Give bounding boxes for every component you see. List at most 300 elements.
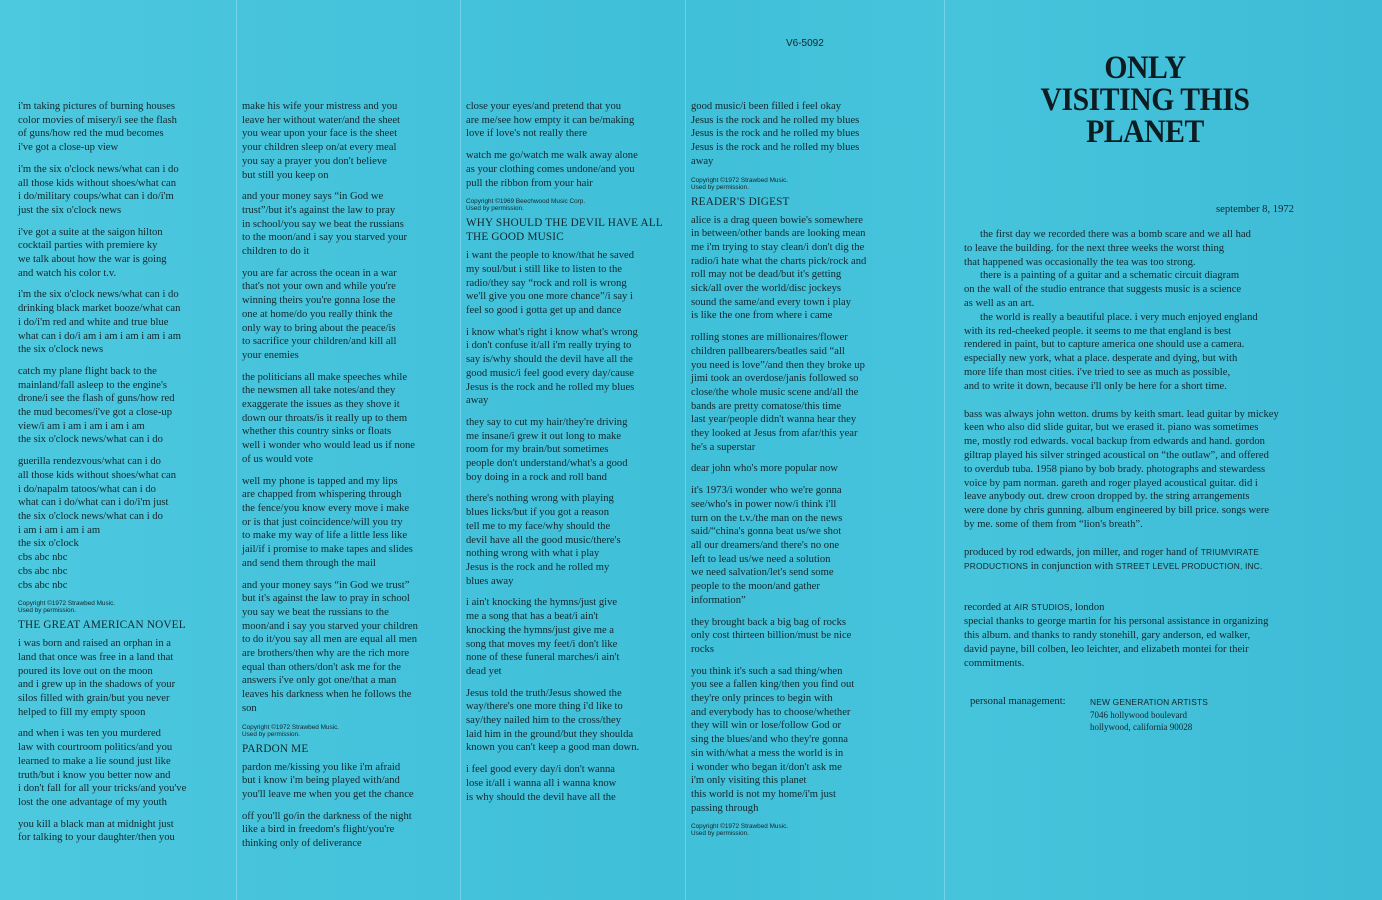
lyrics-column-1 <box>18 100 186 853</box>
text-line: there's nothing wrong with playing <box>466 493 614 505</box>
text-line: and everybody has to choose/whether <box>691 706 851 718</box>
text-line: well i wonder who would lead us if none <box>242 440 415 452</box>
text-line: all those kids without shoes/what can <box>18 469 177 481</box>
copyright-notice <box>691 177 866 191</box>
text-line: left to lead us/we need a solution <box>691 553 831 565</box>
text-line: they say to cut my hair/they're driving <box>466 416 628 428</box>
lyric-stanza <box>691 462 866 476</box>
text-line: silos filled with grain/but you never <box>18 693 170 705</box>
text-line: it's 1973/i wonder who we're gonna <box>691 485 842 497</box>
notes-text: with its red-cheeked people. it seems to me that england is best <box>964 325 1232 337</box>
notes-line <box>964 325 1279 339</box>
text-line: the six o'clock <box>18 538 79 550</box>
text-line: rolling stones are millionaires/flower <box>691 332 848 344</box>
text-line: only way to bring about the peace/is <box>242 322 396 334</box>
notes-line <box>964 615 1279 629</box>
text-line: i ain't knocking the hymns/just give <box>466 597 618 609</box>
notes-line <box>964 408 1279 422</box>
notes-line <box>964 283 1279 297</box>
text-line: is why should the devil have all the <box>466 791 616 803</box>
notes-text: more life than most cities. i've tried to see as much as possible, <box>964 366 1231 378</box>
notes-line <box>964 269 1279 283</box>
text-line: you think it's such a sad thing/when <box>691 665 843 677</box>
notes-text: voice by pam norman. gareth and roger played acoustical guitar. did i <box>964 477 1258 489</box>
notes-text: on the wall of the studio entrance that suggests music is a science <box>964 284 1242 296</box>
catalog-number: V6-5092 <box>786 38 824 49</box>
lyric-stanza <box>242 475 418 571</box>
text-line: cbs abc nbc <box>18 565 68 577</box>
lyric-stanza <box>18 727 186 809</box>
text-line: the fence/you know every move i make <box>242 502 410 514</box>
notes-text: the first day we recorded there was a bomb scare and we all had <box>980 229 1251 240</box>
text-line: they will win or lose/follow God or <box>691 720 842 732</box>
text-line: Jesus is the rock and he rolled my <box>466 561 610 573</box>
text-line: all our dreamers/and there's no one <box>691 539 840 551</box>
text-line: i do/i'm red and white and true blue <box>18 316 169 328</box>
text-line: me insane/i grew it out long to make <box>466 430 622 442</box>
text-line: me a song that has a beat/i ain't <box>466 611 599 623</box>
text-line: WHY SHOULD THE DEVIL HAVE ALL <box>466 217 663 230</box>
management-label: personal management: <box>970 696 1066 707</box>
text-line: moon/and i say you starved your children <box>242 620 418 632</box>
album-title-line: PLANET <box>1086 114 1204 150</box>
text-line: children pallbearers/beatles said “all <box>691 345 845 357</box>
text-line: song that moves my feet/i don't like <box>466 638 618 650</box>
text-line: guerilla rendezvous/what can i do <box>18 456 161 468</box>
text-line: way/there's one more thing i'd like to <box>466 701 623 713</box>
text-line: i know what's right i know what's wrong <box>466 326 638 338</box>
lyric-stanza <box>18 818 186 845</box>
text-line: you say we beat the russians to the <box>242 606 389 618</box>
album-title-line: ONLY <box>1104 50 1186 86</box>
notes-text: produced by rod edwards, jon miller, and roger hand of <box>964 546 1201 558</box>
notes-line <box>964 242 1279 256</box>
text-line: Jesus is the rock and he rolled my blues <box>466 381 635 393</box>
text-line: Copyright ©1972 Strawbed Music. <box>242 723 340 731</box>
text-line: rocks <box>691 643 714 655</box>
notes-line <box>964 352 1279 366</box>
address-line: 7046 hollywood boulevard <box>1090 709 1187 720</box>
lyrics-column-4 <box>691 100 866 841</box>
text-line: information” <box>691 594 746 606</box>
text-line: thinking only of deliverance <box>242 838 362 850</box>
notes-line <box>964 546 1279 560</box>
text-line: say is/why should the devil have all the <box>466 354 633 366</box>
text-line: said/“china's gonna beat us/we shot <box>691 526 842 538</box>
lyric-stanza <box>18 100 186 155</box>
text-line: cocktail parties with premiere ky <box>18 240 158 252</box>
text-line: of guns/how red the mud becomes <box>18 128 164 140</box>
text-line: to do it/you say all men are equal all men <box>242 634 418 646</box>
text-line: you'll leave me when you get the chance <box>242 788 414 800</box>
text-line: Jesus is the rock and he rolled my blues <box>691 128 860 140</box>
lyric-stanza <box>466 492 663 588</box>
text-line: cbs abc nbc <box>18 552 68 564</box>
text-line: Used by permission. <box>691 830 749 838</box>
text-line: Copyright ©1972 Strawbed Music. <box>18 600 116 608</box>
lyric-stanza <box>18 226 186 281</box>
text-line: THE GOOD MUSIC <box>466 231 564 244</box>
notes-text: special thanks to george martin for his personal assistance in organizing <box>964 616 1269 628</box>
text-line: pardon me/kissing you like i'm afraid <box>242 761 401 773</box>
text-line: in between/other bands are looking mean <box>691 228 866 240</box>
text-line: passing through <box>691 802 759 814</box>
text-line: they're only princes to begin with <box>691 693 833 705</box>
notes-text: bass was always john wetton. drums by keith smart. lead guitar by mickey <box>964 408 1279 420</box>
text-line: Copyright ©1972 Strawbed Music. <box>691 823 789 831</box>
notes-text: , london <box>1069 602 1105 614</box>
song-title <box>691 195 866 209</box>
text-line: and your money says “in God we trust” <box>242 579 410 591</box>
text-line: away <box>691 155 714 167</box>
text-line: people to the moon/and gather <box>691 581 820 593</box>
text-line: my soul/but i still like to listen to the <box>466 263 622 275</box>
notes-text: recorded at <box>964 602 1014 614</box>
text-line: cbs abc nbc <box>18 579 68 591</box>
notes-line <box>964 297 1279 311</box>
spacer <box>964 532 1279 546</box>
text-line: i do/military coups/what can i do/i'm <box>18 191 174 203</box>
text-line: close your eyes/and pretend that you <box>466 101 622 112</box>
text-line: equal than others/don't ask me for the <box>242 661 402 673</box>
lyric-stanza <box>466 100 663 141</box>
lyric-stanza <box>466 763 663 804</box>
text-line: Copyright ©1972 Strawbed Music. <box>691 176 789 184</box>
text-line: radio/they say “rock and roll is wrong <box>466 277 627 289</box>
text-line: Jesus told the truth/Jesus showed the <box>466 687 622 699</box>
text-line: Used by permission. <box>466 205 524 213</box>
notes-text: keen who also did slide guitar, but we erased it. piano was sometimes <box>964 422 1259 434</box>
text-line: say/they nailed him to the cross/they <box>466 715 622 727</box>
notes-text: leave anybody out. drew croon dropped by. the string arrangements <box>964 491 1250 503</box>
lyric-stanza <box>18 455 186 592</box>
notes-text: me, mostly rod edwards. vocal backup from edwards and hand. gordon <box>964 436 1265 448</box>
text-line: truth/but i know you better now and <box>18 769 171 781</box>
text-line: they brought back a big bag of rocks <box>691 616 847 628</box>
lyric-stanza <box>691 616 866 657</box>
text-line: feel so good i gotta get up and dance <box>466 305 622 317</box>
text-line: color movies of misery/i see the flash <box>18 114 177 126</box>
lyric-stanza <box>242 100 418 182</box>
text-line: i'm the six o'clock news/what can i do <box>18 163 179 175</box>
text-line: nothing wrong with what i play <box>466 548 600 560</box>
text-line: me i'm trying to stay clean/i don't dig the <box>691 241 865 253</box>
text-line: and i grew up in the shadows of your <box>18 679 176 691</box>
lyric-stanza <box>242 579 418 716</box>
notes-line <box>964 477 1279 491</box>
text-line: turn on the t.v./the man on the news <box>691 512 843 524</box>
text-line: catch my plane flight back to the <box>18 365 157 377</box>
text-line: i wonder who began it/don't ask me <box>691 761 842 773</box>
text-line: or is that just coincidence/will you try <box>242 516 403 528</box>
text-line: children to do it <box>242 246 310 258</box>
text-line: READER'S DIGEST <box>691 195 790 208</box>
text-line: sing the blues/and who they're gonna <box>691 734 848 746</box>
text-line: lost the one advantage of my youth <box>18 796 167 808</box>
lyric-stanza <box>242 810 418 851</box>
notes-text: commitments. <box>964 657 1025 669</box>
notes-line <box>964 463 1279 477</box>
notes-line <box>964 338 1279 352</box>
lyric-stanza <box>18 365 186 447</box>
text-line: good music/i been filled i feel okay <box>691 101 842 112</box>
text-line: bands are pretty comatose/this time <box>691 400 842 412</box>
text-line: i am i am i am i am <box>18 524 101 536</box>
lyric-stanza <box>691 214 866 324</box>
text-line: and send them through the mail <box>242 557 376 569</box>
text-line: to the moon/and i say you starved your <box>242 232 408 244</box>
text-line: pull the ribbon from your hair <box>466 177 593 189</box>
text-line: dear john who's more popular now <box>691 463 838 475</box>
spacer <box>964 670 1279 684</box>
text-line: sound the same/and every town i play <box>691 296 852 308</box>
credit-name: AIR STUDIOS <box>1014 602 1070 613</box>
text-line: your children sleep on/at every meal <box>242 142 397 154</box>
lyric-stanza <box>242 190 418 259</box>
text-line: winning theirs you're gonna lose the <box>242 295 396 307</box>
notes-text: that happened was occasionally the tea was too strong. <box>964 256 1196 268</box>
text-line: knocking the hymns/just give me a <box>466 624 614 636</box>
text-line: i don't fall for all your tricks/and you've <box>18 783 187 795</box>
text-line: i was born and raised an orphan in a <box>18 638 171 650</box>
text-line: this world is not my home/i'm just <box>691 788 836 800</box>
text-line: but it's against the law to pray in school <box>242 593 410 605</box>
text-line: are chapped from whispering through <box>242 489 402 501</box>
lyric-stanza <box>466 249 663 318</box>
album-title <box>979 52 1312 148</box>
text-line: love if love's not really there <box>466 128 588 140</box>
text-line: jimi took an overdose/janis followed so <box>691 373 859 385</box>
text-line: mainland/fall asleep to the engine's <box>18 379 167 391</box>
text-line: i want the people to know/that he saved <box>466 250 634 262</box>
text-line: we talk about how the war is going <box>18 254 167 266</box>
text-line: what can i do/i am i am i am i am i am <box>18 330 181 342</box>
panel-fold <box>460 0 461 900</box>
text-line: Jesus is the rock and he rolled my blues <box>691 114 860 126</box>
text-line: the politicians all make speeches while <box>242 371 408 383</box>
text-line: i don't confuse it/all i'm really trying to <box>466 340 632 352</box>
liner-notes <box>964 228 1279 684</box>
text-line: the six o'clock news/what can i do <box>18 434 163 446</box>
text-line: drone/i see the flash of guns/how red <box>18 393 175 405</box>
notes-text: especially new york, what a place. desperate and dying, but with <box>964 353 1238 365</box>
text-line: but still you keep on <box>242 169 329 181</box>
text-line: known you can't keep a good man down. <box>466 742 640 754</box>
text-line: Used by permission. <box>18 607 76 615</box>
text-line: you are far across the ocean in a war <box>242 267 397 279</box>
lyric-stanza <box>466 687 663 756</box>
lyric-stanza <box>18 637 186 719</box>
song-title <box>18 618 186 632</box>
spacer <box>964 573 1279 587</box>
text-line: you wear upon your face is the sheet <box>242 128 398 140</box>
lyrics-column-3 <box>466 100 663 812</box>
notes-line <box>964 643 1279 657</box>
text-line: make his wife your mistress and you <box>242 101 398 112</box>
text-line: blues away <box>466 575 514 587</box>
text-line: see/who's in power now/i think i'll <box>691 498 837 510</box>
notes-text: as well as an art. <box>964 297 1035 309</box>
spacer <box>964 394 1279 408</box>
notes-text: in conjunction with <box>1028 560 1116 572</box>
text-line: are me/see how empty it can be/making <box>466 114 635 126</box>
text-line: the mud becomes/i've got a close-up <box>18 407 173 419</box>
notes-text: rendered in paint, but to capture america one should use a camera. <box>964 339 1245 351</box>
text-line: devil have all the good music/there's <box>466 534 621 546</box>
text-line: learned to make a lie sound just like <box>18 755 171 767</box>
album-title-line: VISITING THIS <box>1040 82 1250 118</box>
text-line: people don't understand/what's a good <box>466 458 628 470</box>
panel-fold <box>236 0 237 900</box>
address-line: hollywood, california 90028 <box>1090 722 1193 733</box>
text-line: laid him in the ground/but they shoulda <box>466 728 634 740</box>
text-line: you kill a black man at midnight just <box>18 818 174 830</box>
credit-name: PRODUCTIONS <box>964 560 1029 571</box>
lyric-stanza <box>18 288 186 357</box>
text-line: radio/i hate what the charts pick/rock and <box>691 255 867 267</box>
text-line: and when i was ten you murdered <box>18 728 161 740</box>
lyric-stanza <box>691 331 866 454</box>
notes-text: and to write it down, because i'll only be here for a short time. <box>964 380 1227 392</box>
text-line: we'll give you one more chance”/i say i <box>466 291 633 303</box>
notes-text: david payne, bill colben, leo leichter, and elizabeth montei for their <box>964 643 1249 655</box>
text-line: jail/if i promise to make tapes and slides <box>242 544 413 556</box>
copyright-notice <box>691 823 866 837</box>
address-line: NEW GENERATION ARTISTS <box>1090 697 1209 707</box>
text-line: Used by permission. <box>691 183 749 191</box>
copyright-notice <box>466 198 663 212</box>
notes-line <box>964 490 1279 504</box>
notes-line <box>964 421 1279 435</box>
text-line: drinking black market booze/what can <box>18 303 181 315</box>
text-line: Jesus is the rock and he rolled my blues <box>691 142 860 154</box>
text-line: leaves his darkness when he follows the <box>242 689 412 701</box>
text-line: Copyright ©1969 Beechwood Music Corp. <box>466 198 586 206</box>
notes-line <box>964 504 1279 518</box>
text-line: we need salvation/let's send some <box>691 567 834 579</box>
text-line: blues licks/but if you got a reason <box>466 507 609 519</box>
text-line: i'm only visiting this planet <box>691 775 807 787</box>
credit-name: TRIUMVIRATE <box>1200 546 1260 557</box>
text-line: the six o'clock news/what can i do <box>18 510 163 522</box>
text-line: that's not your own and while you're <box>242 281 396 293</box>
lyrics-column-2 <box>242 100 418 859</box>
text-line: lose it/all i wanna all i wanna know <box>466 777 617 789</box>
text-line: but i know i'm being played with/and <box>242 775 400 787</box>
text-line: room for my brain/but sometimes <box>466 444 609 456</box>
text-line: your enemies <box>242 349 299 361</box>
text-line: exaggerate the issues as they shove it <box>242 399 400 411</box>
text-line: of us would vote <box>242 453 313 465</box>
notes-paragraph <box>964 408 1279 532</box>
text-line: poured its love out on the moon <box>18 665 153 677</box>
text-line: for talking to your daughter/then you <box>18 832 175 844</box>
notes-text: giltrap played his silver stringed acoustical on “the outlaw”, and offered <box>964 449 1269 461</box>
notes-line <box>964 601 1279 615</box>
notes-line <box>964 435 1279 449</box>
text-line: you say a prayer you don't believe <box>242 155 387 167</box>
text-line: the six o'clock news <box>18 344 104 356</box>
notes-text: the world is really a beautiful place. i very much enjoyed england <box>980 311 1258 323</box>
panel-fold <box>944 0 945 900</box>
notes-text: there is a painting of a guitar and a schematic circuit diagram <box>980 270 1240 282</box>
song-title <box>242 742 418 756</box>
notes-paragraph <box>964 546 1279 574</box>
notes-paragraph <box>964 228 1279 394</box>
lyric-stanza <box>466 326 663 408</box>
text-line: law with courtroom politics/and you <box>18 742 173 754</box>
text-line: i'm taking pictures of burning houses <box>18 101 175 112</box>
lyric-stanza <box>691 484 866 607</box>
text-line: watch me go/watch me walk away alone <box>466 150 638 162</box>
text-line: son <box>242 702 257 714</box>
text-line: they looked at Jesus from afar/this year <box>691 428 858 440</box>
notes-line <box>964 256 1279 270</box>
notes-text: were done by chris gunning. album engineered by bill price. songs were <box>964 505 1270 517</box>
copyright-notice <box>18 600 186 614</box>
notes-line <box>964 449 1279 463</box>
lyric-stanza <box>691 100 866 169</box>
text-line: are brothers/then why are the rich more <box>242 648 410 660</box>
text-line: dead yet <box>466 665 502 677</box>
text-line: you see a fallen king/then you find out <box>691 679 855 691</box>
credit-name: STREET LEVEL PRODUCTION, INC. <box>1115 560 1263 571</box>
text-line: tell me to my face/why should the <box>466 520 611 532</box>
text-line: whether this country sinks or floats <box>242 426 392 438</box>
text-line: good music/i feel good every day/cause <box>466 367 634 379</box>
text-line: sick/all over the world/disc jockeys <box>691 283 842 295</box>
text-line: boy doing in a rock and roll band <box>466 471 607 483</box>
text-line: off you'll go/in the darkness of the night <box>242 810 412 822</box>
text-line: you need is love”/and then they broke up <box>691 359 865 371</box>
notes-text: to overdub tuba. 1958 piano by bob brady. photographs and stewardess <box>964 463 1266 475</box>
text-line: away <box>466 395 489 407</box>
notes-paragraph <box>964 601 1279 670</box>
panel-fold <box>685 0 686 900</box>
personal-management <box>970 696 1209 733</box>
notes-text: by me. some of them from “lion's breath”. <box>964 518 1143 530</box>
text-line: land that once was free in a land that <box>18 651 174 663</box>
notes-line <box>964 657 1279 671</box>
text-line: roll may not be dead/but it's getting <box>691 269 842 281</box>
text-line: last year/people didn't wanna hear they <box>691 414 857 426</box>
text-line: to make my way of life a little less like <box>242 530 408 542</box>
management-address <box>1090 696 1208 734</box>
notes-line <box>964 629 1279 643</box>
text-line: PARDON ME <box>242 742 309 755</box>
notes-date: september 8, 1972 <box>1216 204 1294 215</box>
notes-line <box>964 311 1279 325</box>
text-line: sin with/what a mess the world is in <box>691 747 844 759</box>
text-line: i've got a close-up view <box>18 142 119 154</box>
lyric-stanza <box>18 163 186 218</box>
text-line: one at home/do you really think the <box>242 308 393 320</box>
text-line: trust”/but it's against the law to pray <box>242 204 396 216</box>
text-line: i've got a suite at the saigon hilton <box>18 226 163 238</box>
text-line: what can i do/what can i do/i'm just <box>18 497 169 509</box>
text-line: is like the one from where i came <box>691 310 833 322</box>
text-line: and your money says “in God we <box>242 191 384 203</box>
text-line: THE GREAT AMERICAN NOVEL <box>18 619 186 632</box>
lyric-stanza <box>466 416 663 485</box>
notes-line <box>964 366 1279 380</box>
spacer <box>964 587 1279 601</box>
notes-line <box>964 380 1279 394</box>
text-line: helped to fill my empty spoon <box>18 706 146 718</box>
text-line: none of these funeral marches/i ain't <box>466 652 620 664</box>
text-line: i do/napalm tatoos/what can i do <box>18 483 156 495</box>
text-line: all those kids without shoes/what can <box>18 177 177 189</box>
